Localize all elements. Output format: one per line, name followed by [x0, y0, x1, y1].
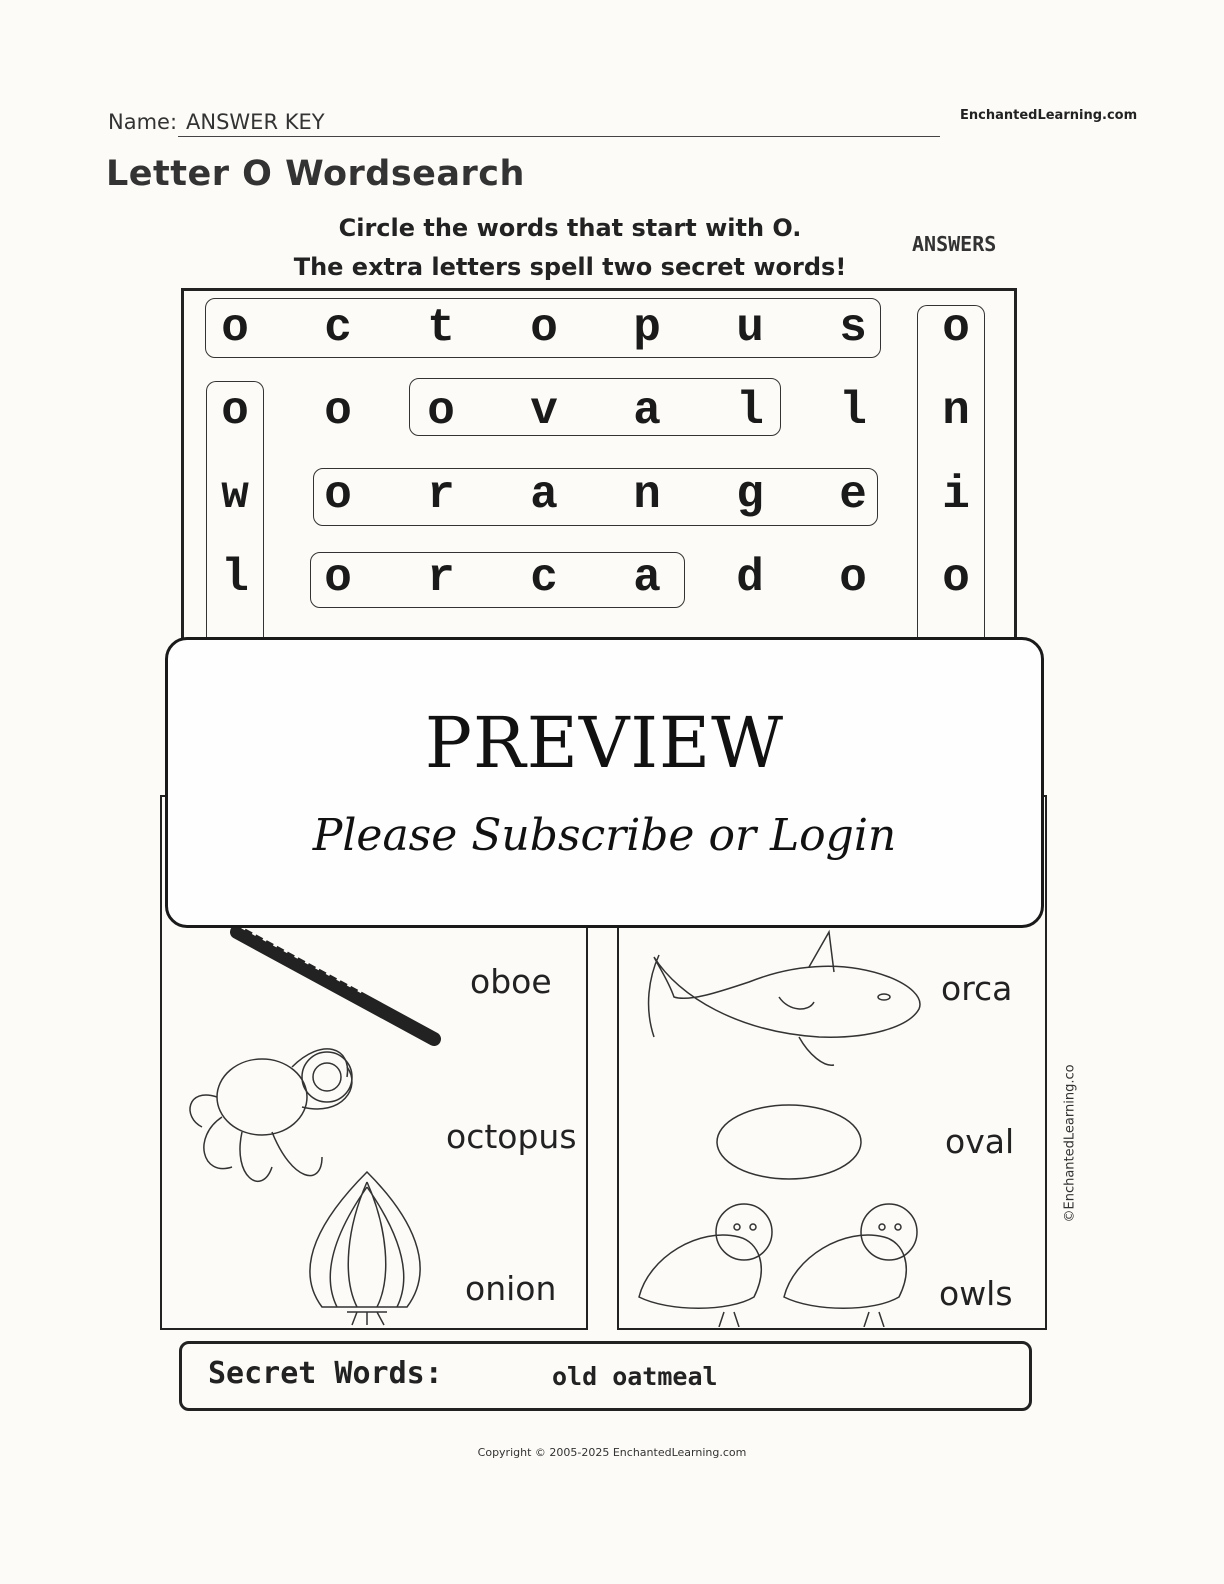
- owls-icon: [639, 1204, 917, 1327]
- grid-letter: v: [530, 385, 558, 437]
- oval-icon: [717, 1105, 861, 1179]
- onion-icon: [310, 1172, 420, 1325]
- grid-letter: c: [324, 302, 352, 354]
- grid-letter: o: [530, 302, 558, 354]
- grid-letter: o: [942, 302, 970, 354]
- grid-letter: o: [324, 552, 352, 604]
- picture-label-owls: owls: [939, 1274, 1013, 1313]
- page-title: Letter O Wordsearch: [106, 154, 525, 194]
- grid-letter: a: [633, 552, 661, 604]
- picture-label-onion: onion: [465, 1269, 557, 1308]
- site-logo-text[interactable]: EnchantedLearning.com: [960, 108, 1138, 123]
- preview-title: PREVIEW: [424, 702, 785, 784]
- grid-letter: r: [427, 469, 455, 521]
- grid-letter: o: [427, 385, 455, 437]
- secret-words-value: old oatmeal: [552, 1362, 718, 1391]
- name-label: Name:: [108, 110, 178, 134]
- grid-letter: c: [530, 552, 558, 604]
- grid-letter: u: [736, 302, 764, 354]
- grid-letter: a: [530, 469, 558, 521]
- instruction-line-1: Circle the words that start with O.: [338, 214, 802, 242]
- picture-label-oboe: oboe: [470, 962, 552, 1001]
- grid-letter: w: [221, 469, 249, 521]
- subscribe-login-link[interactable]: Please Subscribe or Login: [312, 810, 897, 861]
- preview-overlay[interactable]: [165, 637, 1044, 928]
- grid-letter: l: [839, 385, 867, 437]
- grid-letter: o: [324, 469, 352, 521]
- picture-label-octopus: octopus: [446, 1117, 577, 1156]
- answers-label: ANSWERS: [912, 232, 997, 256]
- instruction-line-2: The extra letters spell two secret words!: [293, 253, 847, 281]
- grid-letter: e: [839, 469, 867, 521]
- grid-letter: o: [221, 385, 249, 437]
- name-value: ANSWER KEY: [186, 110, 325, 134]
- grid-letter: l: [221, 552, 249, 604]
- grid-letter: o: [839, 552, 867, 604]
- grid-letter: d: [736, 552, 764, 604]
- grid-letter: t: [427, 302, 455, 354]
- grid-letter: i: [942, 469, 970, 521]
- grid-letter: p: [633, 302, 661, 354]
- grid-letter: n: [942, 385, 970, 437]
- picture-label-orca: orca: [941, 969, 1013, 1008]
- grid-letter: o: [221, 302, 249, 354]
- orca-icon: [649, 932, 920, 1065]
- oboe-icon: [237, 927, 434, 1039]
- octopus-icon: [190, 1049, 352, 1181]
- secret-words-label: Secret Words:: [208, 1356, 443, 1391]
- grid-letter: o: [324, 385, 352, 437]
- grid-letter: g: [736, 469, 764, 521]
- vertical-credit-text: ©EnchantedLearning.co: [1062, 1064, 1078, 1223]
- grid-letter: n: [633, 469, 661, 521]
- copyright: Copyright © 2005-2025 EnchantedLearning.com: [477, 1446, 747, 1459]
- grid-letter: o: [942, 552, 970, 604]
- secret-words-box: [179, 1341, 1032, 1411]
- name-underline: [178, 136, 940, 137]
- answer-circle-orange: [313, 468, 878, 526]
- picture-label-oval: oval: [945, 1122, 1015, 1161]
- grid-letter: r: [427, 552, 455, 604]
- grid-letter: s: [839, 302, 867, 354]
- grid-letter: a: [633, 385, 661, 437]
- grid-letter: l: [736, 385, 764, 437]
